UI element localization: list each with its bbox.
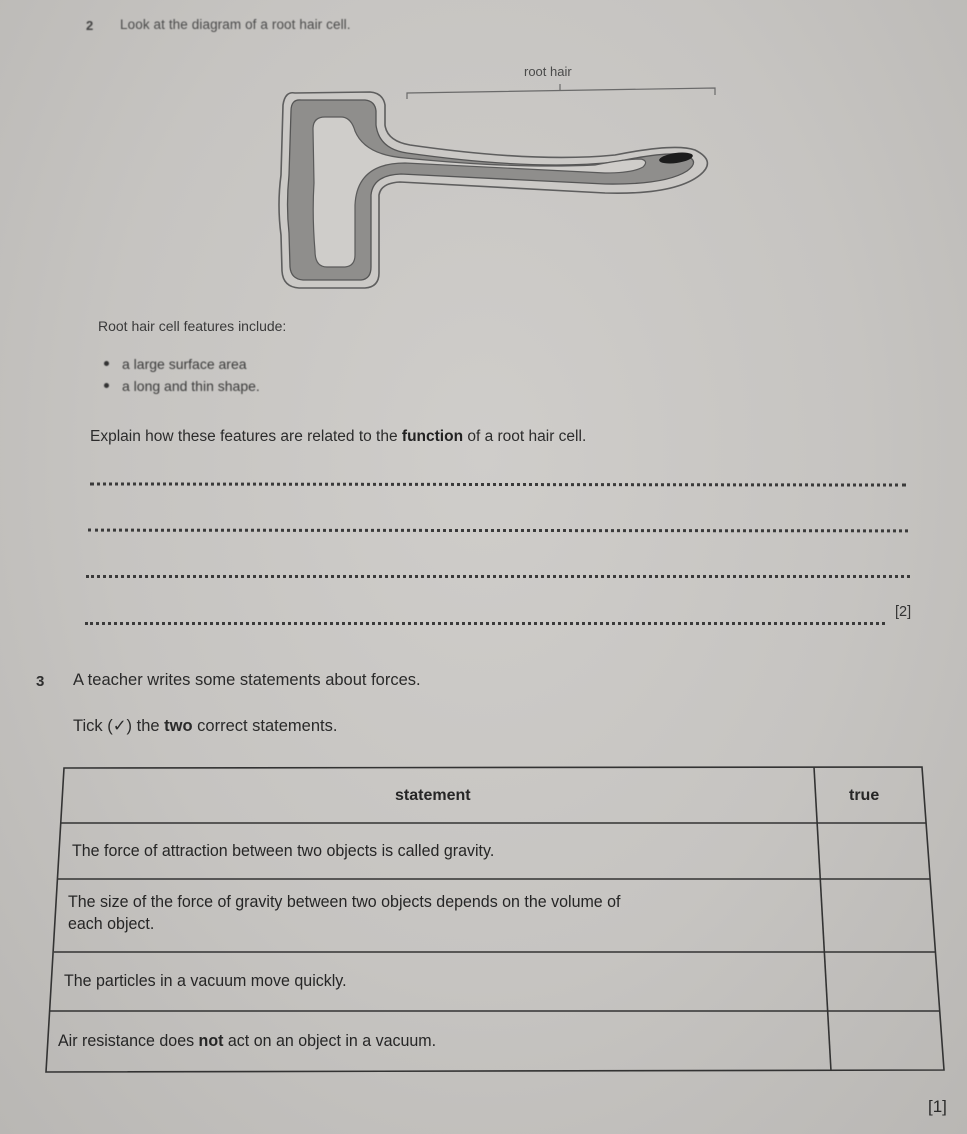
statement-text: The force of attraction between two objects is called gravity.: [72, 842, 495, 860]
prompt-text: of a root hair cell.: [463, 428, 587, 445]
table-row-4-statement: [58, 1030, 436, 1052]
root-hair-label: root hair: [524, 64, 572, 79]
feature-text: a long and thin shape.: [122, 378, 260, 394]
instruction-bold-two: two: [164, 717, 193, 735]
statement-text: The size of the force of gravity between two objects depends on the volume of: [68, 893, 621, 911]
answer-line-3[interactable]: [86, 575, 910, 578]
statement-bold-not: not: [198, 1032, 224, 1050]
feature-item: [100, 355, 260, 377]
root-hair-bracket: [407, 84, 715, 99]
bullet-icon: [104, 361, 109, 366]
question-2-prompt: [90, 428, 586, 446]
instruction-text: Tick (✓) the: [73, 717, 165, 735]
question-3-instruction: [73, 716, 337, 736]
question-3-number: 3: [36, 673, 45, 690]
feature-text: a large surface area: [122, 356, 247, 372]
prompt-bold-function: function: [401, 428, 464, 445]
tick-box-row-2[interactable]: [822, 881, 932, 950]
question-3-intro: A teacher writes some statements about forces.: [73, 671, 421, 689]
instruction-text: correct statements.: [192, 717, 338, 735]
table-row-1-statement: [72, 840, 494, 862]
answer-line-4[interactable]: [85, 622, 885, 625]
table-row-3-statement: [64, 970, 347, 992]
answer-line-1[interactable]: [90, 482, 906, 486]
question-2-intro: Look at the diagram of a root hair cell.: [120, 17, 351, 32]
table-header-statement: statement: [395, 787, 471, 804]
tick-box-row-3[interactable]: [826, 954, 938, 1009]
table-row-2-statement: [68, 891, 621, 935]
root-hair-cell-diagram: [255, 55, 735, 295]
statement-text: act on an object in a vacuum.: [223, 1032, 437, 1050]
feature-item: [100, 377, 260, 399]
question-2-number: 2: [86, 18, 94, 33]
question-2-marks: [2]: [895, 604, 912, 620]
statement-text: Air resistance does: [58, 1032, 199, 1050]
tick-box-row-1[interactable]: [818, 825, 926, 877]
prompt-text: Explain how these features are related to the: [90, 428, 402, 445]
question-3-marks: [1]: [928, 1097, 947, 1116]
statement-text: The particles in a vacuum move quickly.: [64, 972, 347, 990]
answer-line-2[interactable]: [88, 529, 908, 533]
bullet-icon: [104, 383, 109, 388]
statement-text: each object.: [68, 915, 155, 933]
tick-box-row-4[interactable]: [830, 1013, 942, 1069]
features-list: [100, 355, 260, 399]
features-title: Root hair cell features include:: [98, 318, 287, 334]
table-header-true: true: [849, 787, 880, 804]
